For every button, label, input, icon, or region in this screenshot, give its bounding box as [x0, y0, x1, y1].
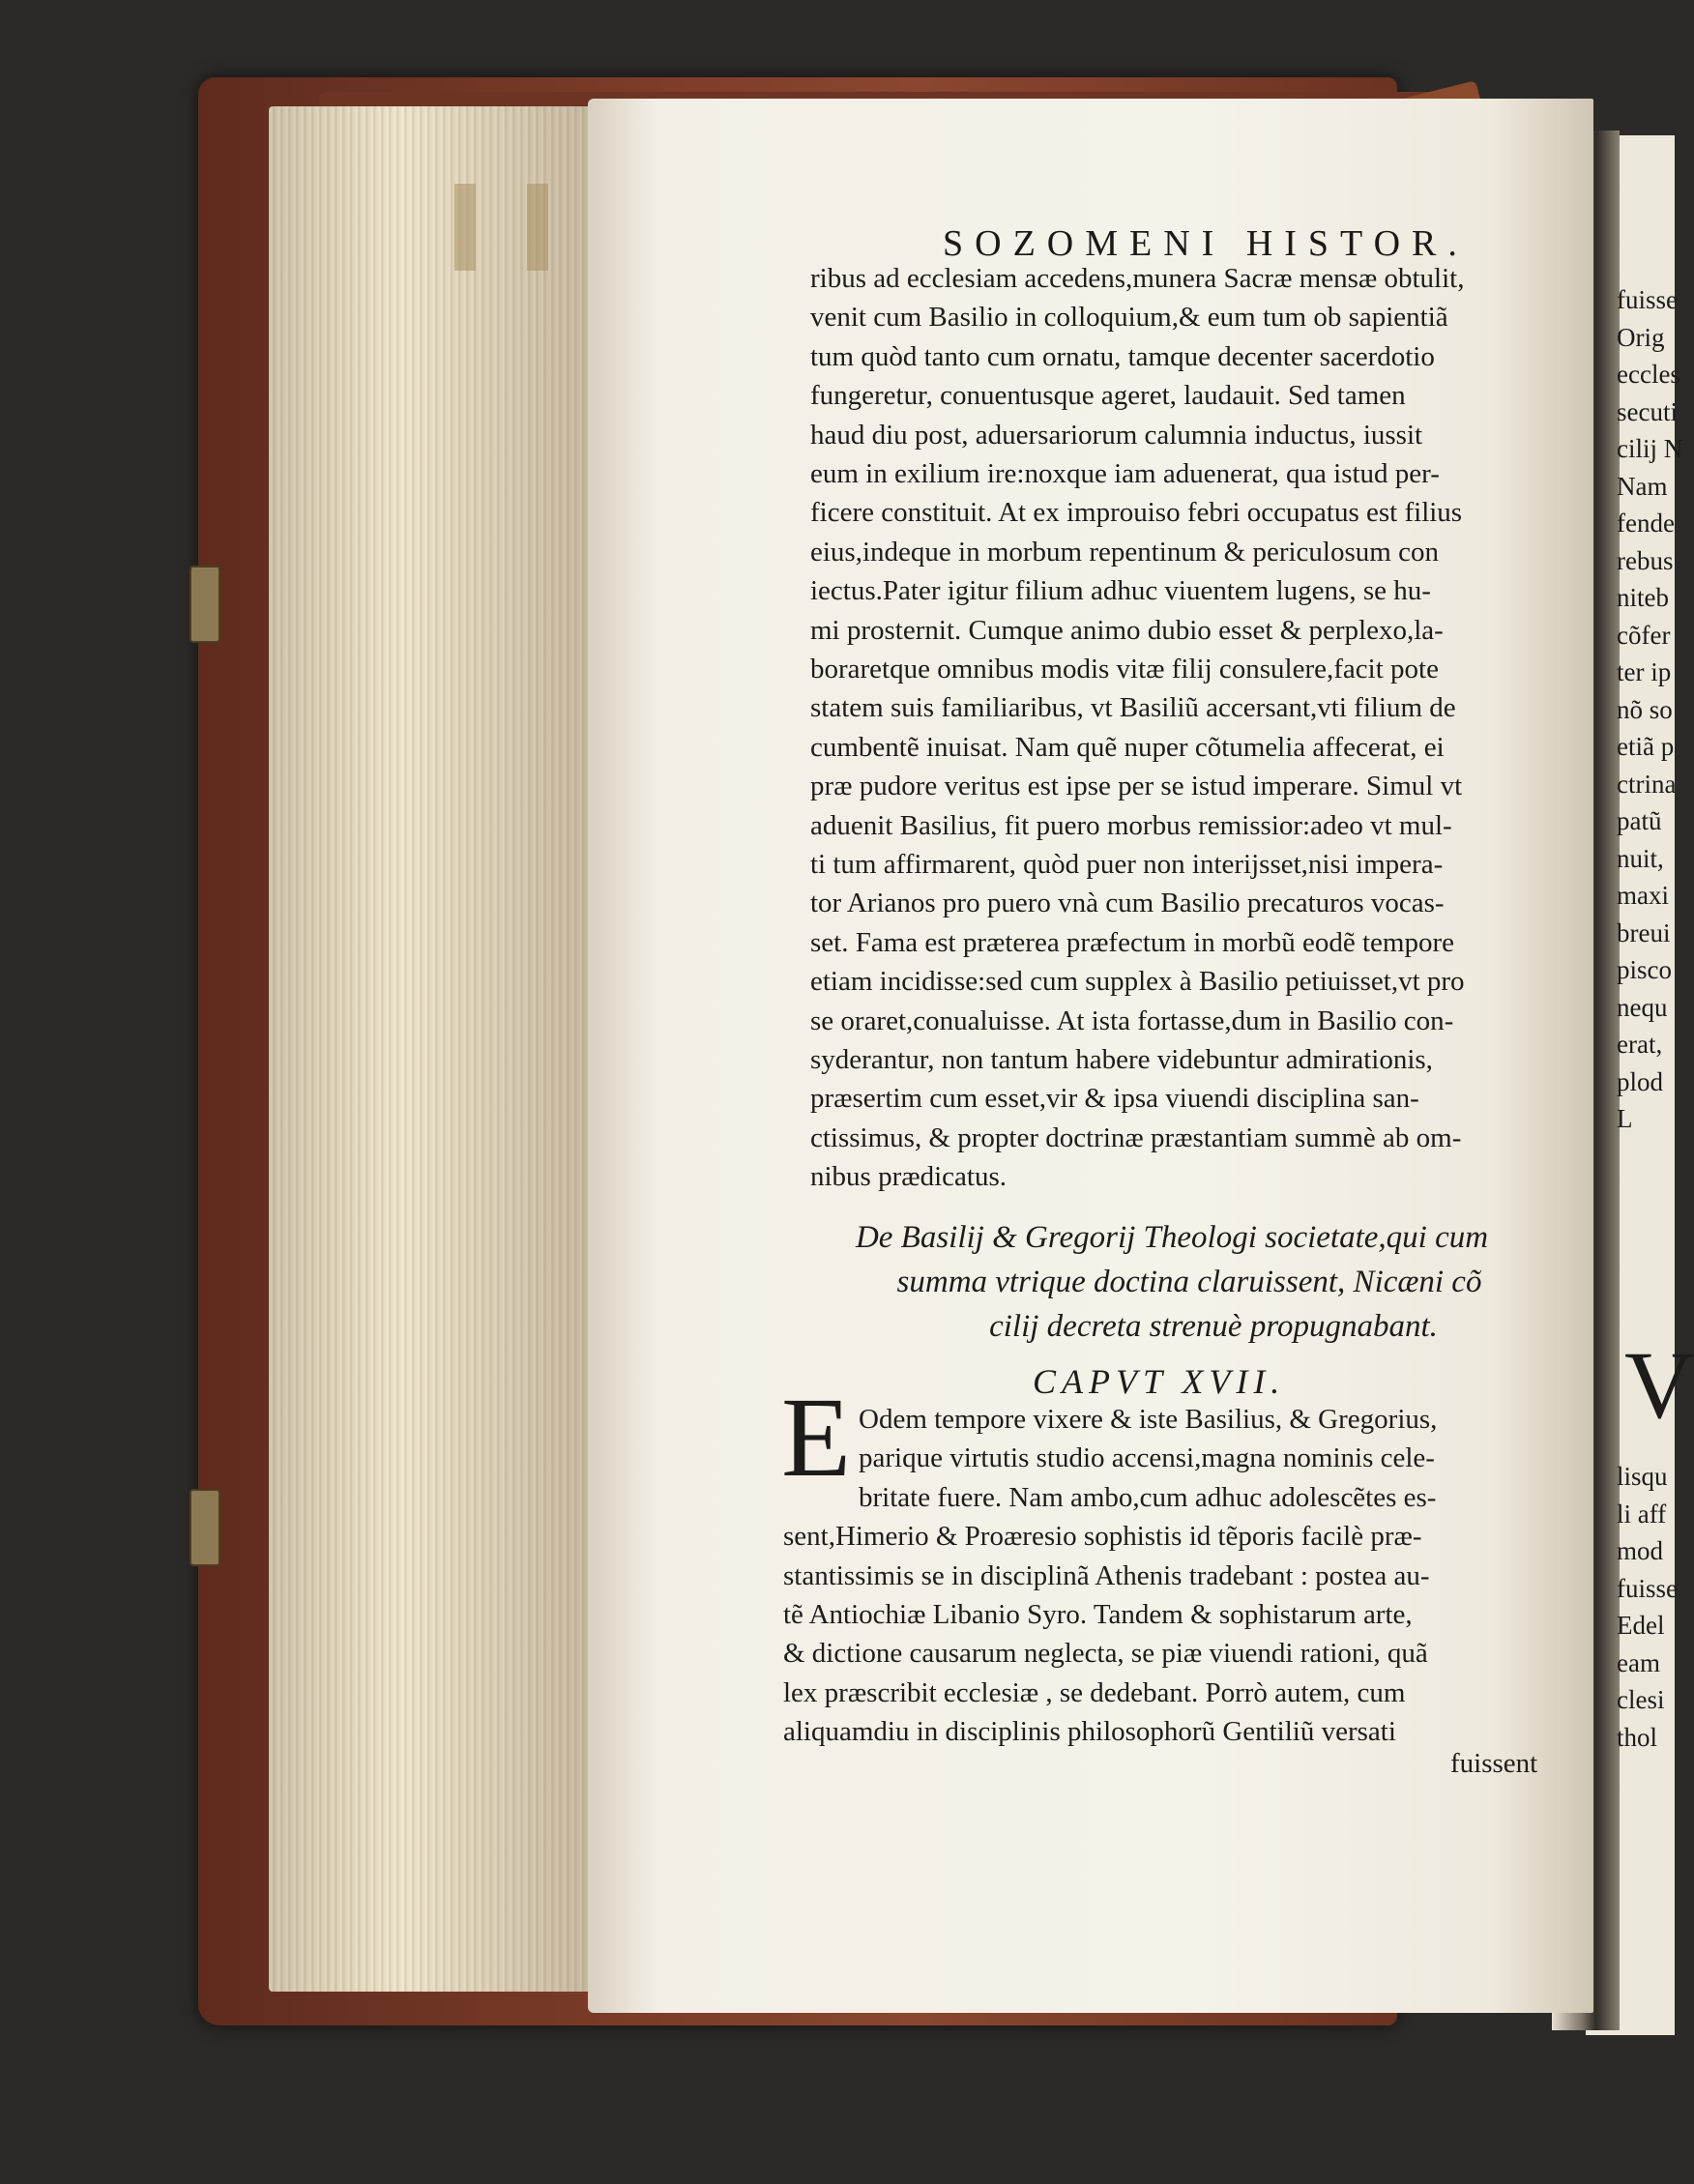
facing-fragment: Orig [1617, 322, 1665, 352]
facing-fragment: patũ [1617, 806, 1662, 835]
text-line: ficere constituit. At ex improuiso febri occupatus est filius [810, 497, 1463, 529]
text-line: ctissimus, & propter doctrinæ præstantiam summè ab om- [810, 1121, 1462, 1153]
text-line: mi prosternit. Cumque animo dubio esset & perplexo,la- [810, 614, 1444, 646]
facing-fragment: secuti [1617, 396, 1678, 426]
chapter-text-line: sent,Himerio & Proæresio sophistis id tẽporis facilè præ- [783, 1521, 1422, 1553]
text-line: cumbentẽ inuisat. Nam quẽ nuper cõtumelia affecerat, ei [810, 731, 1445, 763]
facing-fragment: pisco [1617, 955, 1672, 984]
text-line: etiam incidisse:sed cum supplex à Basilio petiuisset,vt pro [810, 966, 1465, 998]
chapter-text-line: aliquamdiu in disciplinis philosophorũ Gentiliũ versati [783, 1716, 1396, 1748]
facing-fragment: plod [1617, 1066, 1664, 1096]
facing-fragment: nõ so [1617, 694, 1673, 724]
facing-fragment: fuisse [1617, 1573, 1678, 1603]
facing-fragment: mod [1617, 1536, 1664, 1565]
text-line: tor Arianos pro puero vnà cum Basilio precaturos vocas- [810, 888, 1445, 919]
facing-fragment: li aff [1617, 1499, 1667, 1529]
clasp-lower [190, 1489, 220, 1566]
text-line: boraretque omnibus modis vitæ filij consulere,facit pote [810, 654, 1439, 684]
chapter-title-line: summa vtrique doctina claruissent, Nicæni cõ [896, 1265, 1482, 1299]
text-line: venit cum Basilio in colloquium,& eum tum ob sapientiã [810, 302, 1448, 334]
text-line: aduenit Basilius, fit puero morbus remissior:adeo vt mul- [810, 809, 1452, 841]
facing-fragment: nuit, [1617, 843, 1664, 873]
text-line: nibus prædicatus. [810, 1161, 1007, 1193]
facing-fragment: rebus [1617, 545, 1674, 575]
facing-fragment: nequ [1617, 992, 1668, 1022]
text-line: haud diu post, aduersariorum calumnia inductus, iussit [810, 419, 1423, 451]
text-line: ti tum affirmarent, quòd puer non interijsset,nisi impera- [810, 849, 1444, 880]
drop-cap: E [781, 1374, 852, 1500]
facing-fragment: clesi [1617, 1685, 1665, 1714]
running-head: SOZOMENI HISTOR. [943, 223, 1469, 264]
catchword: fuissent [1450, 1748, 1538, 1779]
facing-fragment: Nam [1617, 471, 1668, 501]
chapter-text-line: Odem tempore vixere & iste Basilius, & Gregorius, [859, 1404, 1438, 1435]
clasp-upper [190, 566, 220, 643]
edge-mark [454, 184, 476, 271]
page-edges-shading [269, 106, 598, 1992]
edge-mark [527, 184, 548, 271]
text-line: eum in exilium ire:noxque iam aduenerat, qua istud per- [810, 458, 1440, 489]
text-line: præsertim cum esset,vir & ipsa viuendi disciplina san- [810, 1083, 1419, 1115]
facing-fragment: cõfer [1617, 620, 1671, 650]
facing-fragment: Edel [1617, 1611, 1665, 1640]
text-line: fungeretur, conuentusque ageret, laudauit. Sed tamen [810, 380, 1406, 412]
text-line: tum quòd tanto cum ornatu, tamque decenter sacerdotio [810, 340, 1435, 372]
chapter-text-line: stantissimis se in disciplinã Athenis tradebant : postea au- [783, 1559, 1430, 1591]
chapter-text-line: & dictione causarum neglecta, se piæ viuendi rationi, quã [783, 1638, 1428, 1670]
chapter-title-line: De Basilij & Gregorij Theologi societate,qui cum [855, 1220, 1489, 1255]
facing-fragment: ter ip [1617, 657, 1672, 686]
text-line: statem suis familiaribus, vt Basiliũ accersant,vti filium de [810, 692, 1456, 724]
chapter-text-line: tẽ Antiochiæ Libanio Syro. Tandem & sophistarum arte, [783, 1599, 1413, 1630]
facing-fragment: cilij N [1617, 434, 1683, 463]
text-line: syderantur, non tantum habere videbuntur admirationis, [810, 1044, 1433, 1075]
text-line: iectus.Pater igitur filium adhuc viuentem lugens, se hu- [810, 575, 1431, 607]
chapter-text-line: lex præscribit ecclesiæ , se dedebant. Porrò autem, cum [783, 1676, 1406, 1708]
chapter-text-line: britate fuere. Nam ambo,cum adhuc adolescẽtes es- [859, 1481, 1437, 1513]
facing-fragment: niteb [1617, 583, 1669, 612]
text-line: eius,indeque in morbum repentinum & periculosum con [810, 536, 1439, 568]
chapter-text-line: parique virtutis studio accensi,magna nominis cele- [859, 1442, 1435, 1474]
facing-fragment: eccles [1617, 360, 1680, 389]
facing-fragment: eam [1617, 1647, 1660, 1677]
facing-fragment: ctrina [1617, 769, 1677, 799]
text-line: ribus ad ecclesiam accedens,munera Sacræ mensæ obtulit, [810, 263, 1465, 294]
facing-fragment: fuisse [1617, 285, 1678, 314]
facing-fragment: thol [1617, 1722, 1658, 1752]
facing-fragment: fende [1617, 509, 1675, 538]
facing-page-initial: V [1624, 1331, 1694, 1439]
facing-fragment: maxi [1617, 881, 1669, 910]
text-line: se oraret,conualuisse. At ista fortasse,dum in Basilio con- [810, 1005, 1454, 1036]
chapter-number: CAPVT XVII. [1033, 1362, 1286, 1401]
facing-fragment: L [1617, 1104, 1633, 1133]
facing-fragment: erat, [1617, 1030, 1663, 1059]
facing-fragment: etiã p [1617, 732, 1675, 761]
facing-fragment: breui [1617, 917, 1671, 947]
facing-fragment: lisqu [1617, 1462, 1668, 1491]
text-line: set. Fama est præterea præfectum in morbũ eodẽ tempore [810, 926, 1454, 958]
text-line: præ pudore veritus est ipse per se istud imperare. Simul vt [810, 771, 1463, 802]
chapter-title-line: cilij decreta strenuè propugnabant. [989, 1309, 1438, 1344]
